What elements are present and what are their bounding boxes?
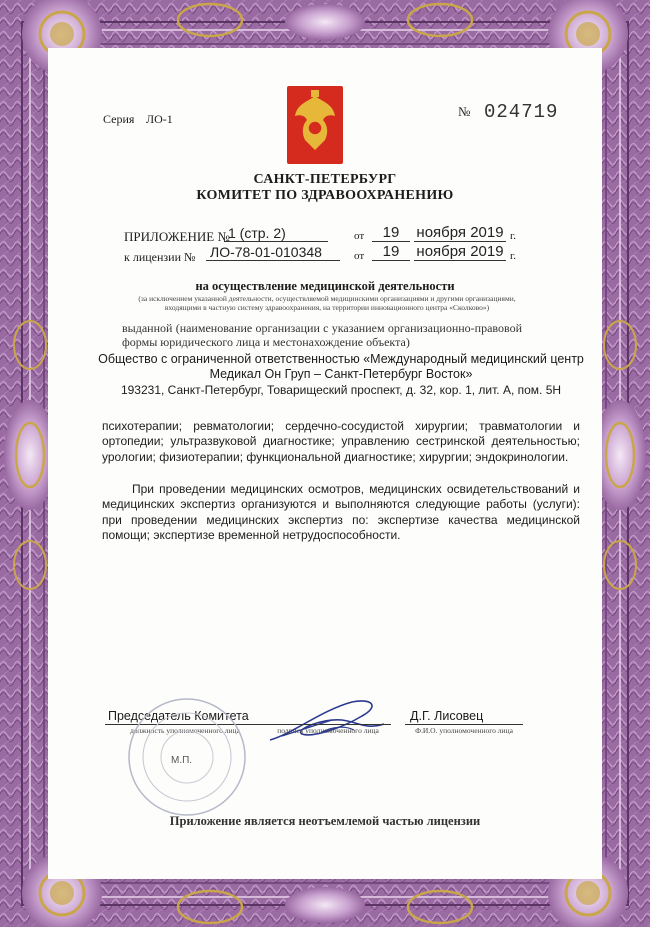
series-value: ЛО-1 <box>146 112 173 126</box>
appendix-number: 1 (стр. 2) <box>224 225 328 242</box>
organization-name-line1: Общество с ограниченной ответственностью «Международный медицинский центр <box>98 352 584 366</box>
signature-caption: подпись уполномоченного лица <box>277 726 379 735</box>
appendix-from-label: от <box>354 230 365 242</box>
series-label: Серия <box>103 112 135 126</box>
license-day: 19 <box>372 243 410 261</box>
name-caption: Ф.И.О. уполномоченного лица <box>415 726 513 735</box>
organization-name-line2: Медикал Он Груп – Санкт-Петербург Восток» <box>209 367 473 381</box>
signature-underline <box>265 724 391 725</box>
appendix-day: 19 <box>372 224 410 242</box>
footer-note: Приложение является неотъемлемой частью лицензии <box>169 814 481 828</box>
license-month-year: ноября 2019 <box>414 243 506 261</box>
signatory-name: Д.Г. Лисовец <box>410 709 484 723</box>
activity-list-text <box>102 419 580 465</box>
license-number: 024719 <box>484 101 559 123</box>
title-city: САНКТ-ПЕТЕРБУРГ <box>253 172 397 187</box>
appendix-month-year: ноября 2019 <box>414 224 506 242</box>
handwritten-signature <box>262 690 392 750</box>
activity-heading: на осуществление медицинской деятельности <box>195 279 455 293</box>
license-year-suffix: г. <box>510 250 517 262</box>
issued-to-caption: выданной (наименование организации с указанием организационно-правовой формы юридического лица и местонахождение объекта) <box>122 321 522 349</box>
number-label: № <box>458 104 471 119</box>
activity-note: (за исключением указанной деятельности, осуществляемой медицинскими организациями и другими организациями, входящими в частную систему здравоохранения, на территории инновационного центра «Сколково») <box>138 294 516 312</box>
position-caption: должность уполномоченного лица <box>130 726 240 735</box>
title-committee: КОМИТЕТ ПО ЗДРАВООХРАНЕНИЮ <box>196 188 454 203</box>
russian-coat-of-arms-icon <box>287 86 343 164</box>
works-text <box>102 482 580 544</box>
appendix-year-suffix: г. <box>510 230 517 242</box>
appendix-label: ПРИЛОЖЕНИЕ № <box>124 229 230 244</box>
license-from-label: от <box>354 250 365 262</box>
signatory-position: Председатель Комитета <box>108 709 249 723</box>
organization-address: 193231, Санкт-Петербург, Товарищеский проспект, д. 32, кор. 1, лит. А, пом. 5Н <box>120 383 562 397</box>
activity-list-paragraph: психотерапии; ревматологии; сердечно-сосудистой хирургии; травматологии и ортопедии; ультразвуковой диагностике; управлению сестринской деятельностью; урологии; физиотерапии; функциональной диагностике; хирургии; эндокринологии. <box>102 419 580 464</box>
stamp-mark: М.П. <box>171 755 193 766</box>
license-ref-number: ЛО-78-01-010348 <box>206 244 340 261</box>
works-paragraph: При проведении медицинских осмотров, медицинских освидетельствований и медицинских экспертиз организуются и выполняются следующие работы (услуги): при проведении медицинских экспертиз по: экспертизе качества медицинской помощи; экспертизе временной нетрудоспособности. <box>102 482 580 543</box>
license-label: к лицензии № <box>124 250 196 264</box>
name-underline <box>405 724 523 725</box>
